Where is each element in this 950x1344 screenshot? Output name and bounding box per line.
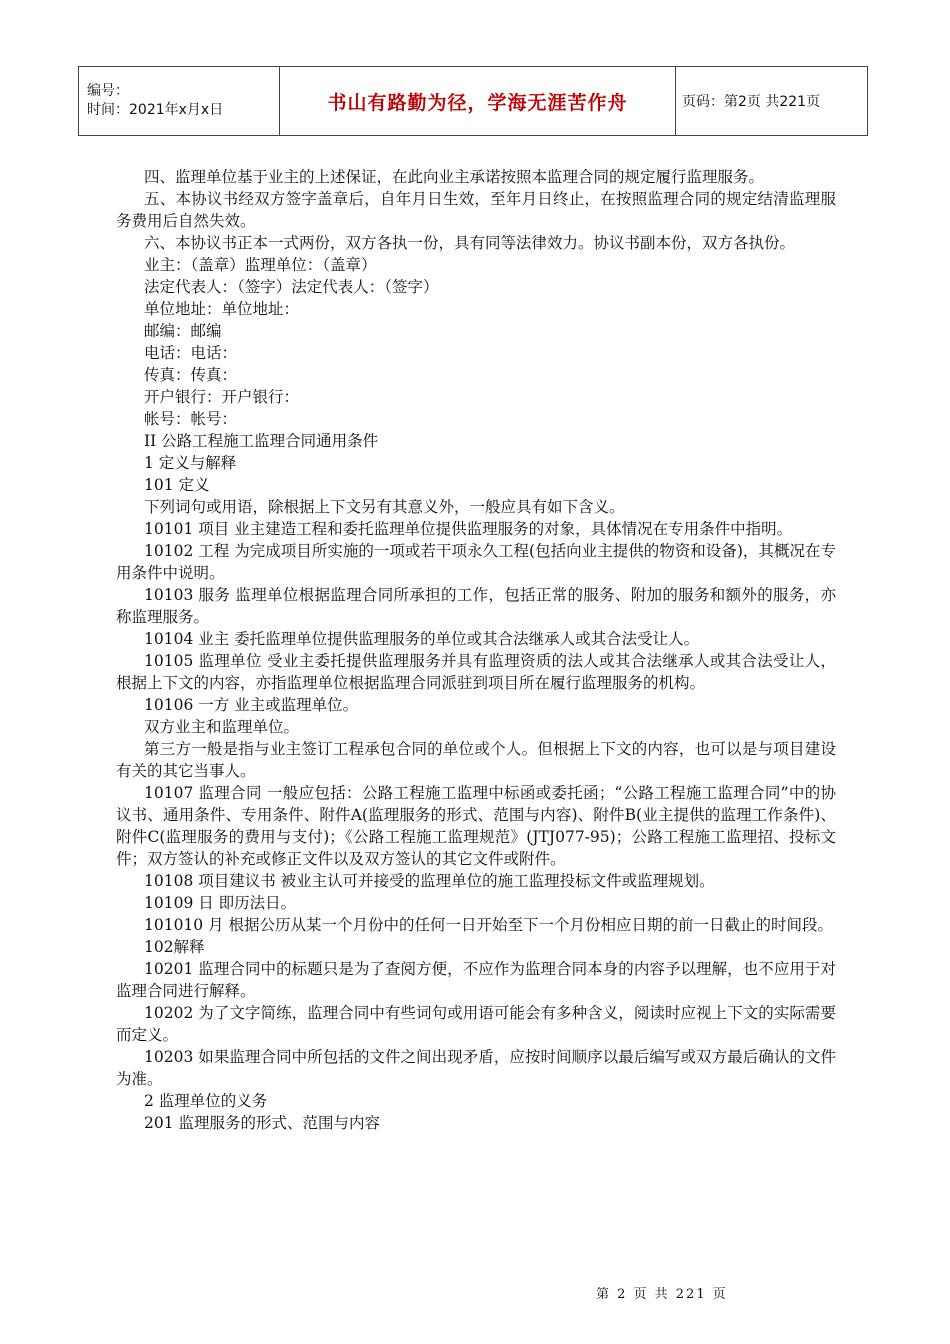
- body-paragraph: 四、监理单位基于业主的上述保证，在此向业主承诺按照本监理合同的规定履行监理服务。: [144, 168, 765, 186]
- body-paragraph: 101010 月 根据公历从某一个月份中的任何一日开始至下一个月份相应日期的前一日截止的时间段。: [144, 916, 834, 934]
- header-page-number: 页码：第2页 共221页: [676, 67, 868, 136]
- body-paragraph: 第三方一般是指与业主签订工程承包合同的单位或个人。但根据上下文的内容，也可以是与项目建设有关的其它当事人。: [116, 740, 836, 780]
- body-paragraph: 10108 项目建议书 被业主认可并接受的监理单位的施工监理投标文件或监理规划。: [144, 872, 715, 890]
- body-paragraph: 业主：（盖章）监理单位：（盖章）: [144, 256, 377, 274]
- body-paragraph: 传真：传真：: [144, 366, 238, 384]
- body-paragraph: 2 监理单位的义务: [144, 1092, 268, 1110]
- body-paragraph: 10109 日 即历法日。: [144, 894, 297, 912]
- body-paragraph: II 公路工程施工监理合同通用条件: [144, 432, 379, 450]
- body-paragraph: 201 监理服务的形式、范围与内容: [144, 1114, 381, 1132]
- body-paragraph: 10104 业主 委托监理单位提供监理服务的单位或其合法继承人或其合法受让人。: [144, 630, 700, 648]
- body-paragraph: 下列词句或用语，除根据上下文另有其意义外，一般应具有如下含义。: [144, 498, 625, 516]
- body-paragraph: 五、本协议书经双方签字盖章后，自年月日生效，至年月日终止，在按照监理合同的规定结清监理服务费用后自然失效。: [116, 190, 836, 230]
- document-body: [116, 166, 836, 1134]
- body-paragraph: 单位地址：单位地址：: [144, 300, 300, 318]
- body-paragraph: 10107 监理合同 一般应包括：公路工程施工监理中标函或委托函；“公路工程施工监理合同”中的协议书、通用条件、专用条件、附件A(监理服务的形式、范围与内容)、附件B(业主提供的监理工作条件)、附件C(监理服务的费用与支付)；《公路工程施工监理规范》(JTJ077-95)；公路工程施工监理招、投标文件；双方签认的补充或修正文件以及双方签认的其它文件或附件。: [116, 784, 836, 868]
- body-paragraph: 10106 一方 业主或监理单位。: [144, 696, 359, 714]
- body-paragraph: 10203 如果监理合同中所包括的文件之间出现矛盾，应按时间顺序以最后编写或双方最后确认的文件为准。: [116, 1048, 836, 1088]
- body-paragraph: 法定代表人：（签字）法定代表人：（签字）: [144, 278, 439, 296]
- body-paragraph: 10105 监理单位 受业主委托提供监理服务并具有监理资质的法人或其合法继承人或其合法受让人，根据上下文的内容，亦指监理单位根据监理合同派驻到项目所在履行监理服务的机构。: [116, 652, 836, 692]
- body-paragraph: 10101 项目 业主建造工程和委托监理单位提供监理服务的对象，具体情况在专用条件中指明。: [144, 520, 793, 538]
- body-paragraph: 10201 监理合同中的标题只是为了查阅方便，不应作为监理合同本身的内容予以理解，也不应用于对监理合同进行解释。: [116, 960, 836, 1000]
- document-number-label: 编号：: [87, 83, 129, 99]
- body-paragraph: 1 定义与解释: [144, 454, 237, 472]
- page-footer: 第 2 页 共 221 页: [596, 1287, 728, 1302]
- document-header: [78, 66, 868, 136]
- body-paragraph: 双方业主和监理单位。: [144, 718, 300, 736]
- header-motto: 书山有路勤为径，学海无涯苦作舟: [280, 67, 676, 136]
- body-paragraph: 10103 服务 监理单位根据监理合同所承担的工作，包括正常的服务、附加的服务和额外的服务，亦称监理服务。: [116, 586, 836, 626]
- document-date-label: 时间：2021年x月x日: [87, 102, 224, 118]
- body-paragraph: 邮编：邮编: [144, 322, 222, 340]
- body-paragraph: 电话：电话：: [144, 344, 238, 362]
- body-paragraph: 10102 工程 为完成项目所实施的一项或若干项永久工程(包括向业主提供的物资和设备)，其概况在专用条件中说明。: [116, 542, 836, 582]
- body-paragraph: 开户银行：开户银行：: [144, 388, 300, 406]
- body-paragraph: 102解释: [144, 938, 205, 956]
- body-paragraph: 帐号：帐号：: [144, 410, 238, 428]
- body-paragraph: 101 定义: [144, 476, 210, 494]
- body-paragraph: 六、本协议书正本一式两份，双方各执一份，具有同等法律效力。协议书副本份，双方各执份。: [144, 234, 796, 252]
- header-meta: [79, 67, 280, 136]
- body-paragraph: 10202 为了文字简练，监理合同中有些词句或用语可能会有多种含义，阅读时应视上下文的实际需要而定义。: [116, 1004, 836, 1044]
